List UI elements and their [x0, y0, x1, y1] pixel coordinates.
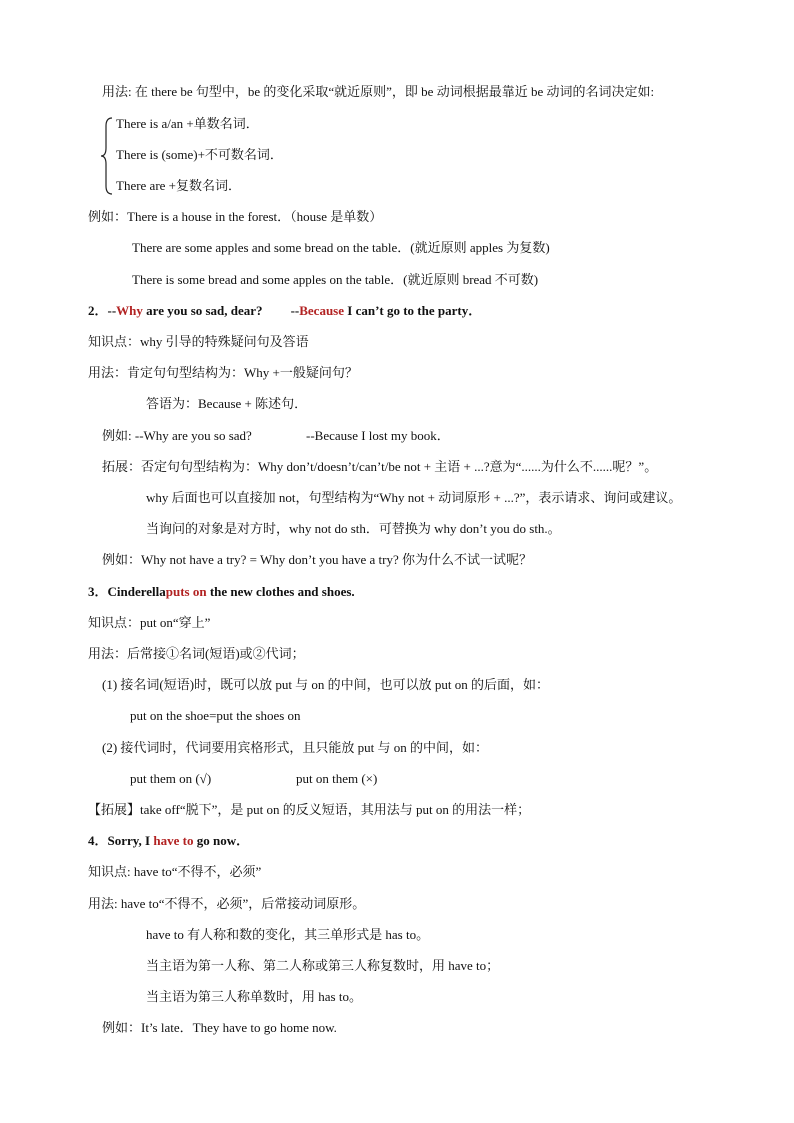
knowledge-point-have-to: 知识点: have to“不得不，必须”	[88, 864, 262, 879]
section-4-end: go now．	[193, 833, 250, 848]
example-put-on-shoes: put on the shoe=put the shoes on	[130, 708, 301, 723]
example-put-on-them-wrong: put on them (×)	[296, 771, 378, 786]
section-3-subject: 3．Cinderella	[88, 584, 166, 599]
usage-have-to: 用法: have to“不得不，必须”，后常接动词原形。	[88, 896, 366, 911]
knowledge-point-why: 知识点：why 引导的特殊疑问句及答语	[88, 334, 309, 349]
section-4-start: 4．Sorry, I	[88, 833, 154, 848]
keyword-puts-on: puts on	[165, 584, 207, 599]
usage-put-on: 用法：后常接①名词(短语)或②代词；	[88, 646, 305, 661]
section-2-sentence	[88, 303, 481, 319]
extension-take-off: 【拓展】take off“脱下”，是 put on 的反义短语，其用法与 put on 的用法一样；	[88, 802, 531, 817]
usage-line-there-be: 用法: 在 there be 句型中，be 的变化采取“就近原则”，即 be 动词根据最靠近 be 动词的名词决定如:	[102, 84, 655, 99]
section-2-number: 2．--	[88, 303, 117, 318]
usage-has-to-form: have to 有人称和数的变化，其三单形式是 has to。	[146, 927, 430, 942]
example-why-question: 例如: --Why are you so sad?	[102, 428, 252, 443]
usage-have-to-subjects: 当主语为第一人称、第二人称或第三人称复数时，用 have to；	[146, 958, 500, 973]
usage-has-to-subject: 当主语为第三人称单数时，用 has to。	[146, 989, 362, 1004]
usage-why-answer: 答语为：Because + 陈述句．	[146, 396, 308, 411]
extension-why-not: why 后面也可以直接加 not，句型结构为“Why not + 动词原形 + ...?”，表示请求、询问或建议。	[146, 490, 682, 505]
section-2-answer: I can’t go to the party．	[344, 303, 482, 318]
extension-why-negative: 拓展：否定句句型结构为：Why don’t/doesn’t/can’t/be not + 主语 + ...?意为“......为什么不......呢？”。	[102, 459, 658, 474]
example-because-answer: --Because I lost my book．	[306, 428, 450, 443]
keyword-because: Because	[299, 303, 345, 318]
example-house: 例如：There is a house in the forest．（house 是单数）	[88, 209, 383, 224]
rule-plural: There are +复数名词．	[116, 178, 242, 193]
extension-why-dont-you: 当询问的对象是对方时，why not do sth．可替换为 why don’t you do sth.。	[146, 521, 561, 536]
section-3-object: the new clothes and shoes.	[206, 584, 355, 599]
rule-uncountable: There is (some)+不可数名词．	[116, 147, 283, 162]
section-3-sentence	[88, 584, 355, 600]
example-go-home: 例如：It’s late．They have to go home now.	[102, 1020, 337, 1035]
usage-put-on-pronoun: (2) 接代词时，代词要用宾格形式，且只能放 put 与 on 的中间，如：	[102, 740, 489, 755]
usage-why-positive: 用法：肯定句句型结构为：Why +一般疑问句？	[88, 365, 358, 380]
example-apples: There are some apples and some bread on the table．(就近原则 apples 为复数)	[132, 240, 550, 255]
knowledge-point-put-on: 知识点：put on“穿上”	[88, 615, 211, 630]
keyword-have-to: have to	[153, 833, 194, 848]
example-why-not-try: 例如：Why not have a try? = Why don’t you have a try? 你为什么不试一试呢？	[102, 552, 532, 567]
section-2-question: are you so sad, dear?	[142, 303, 263, 318]
rule-singular: There is a/an +单数名词．	[116, 116, 259, 131]
section-2-dash: --	[290, 303, 300, 318]
brace-icon	[100, 116, 114, 196]
example-bread: There is some bread and some apples on the table．(就近原则 bread 不可数)	[132, 272, 539, 287]
section-4-sentence	[88, 833, 249, 849]
keyword-why: Why	[116, 303, 143, 318]
example-put-them-on-correct: put them on (√)	[130, 771, 212, 786]
usage-put-on-noun: (1) 接名词(短语)时，既可以放 put 与 on 的中间，也可以放 put on 的后面，如：	[102, 677, 550, 692]
